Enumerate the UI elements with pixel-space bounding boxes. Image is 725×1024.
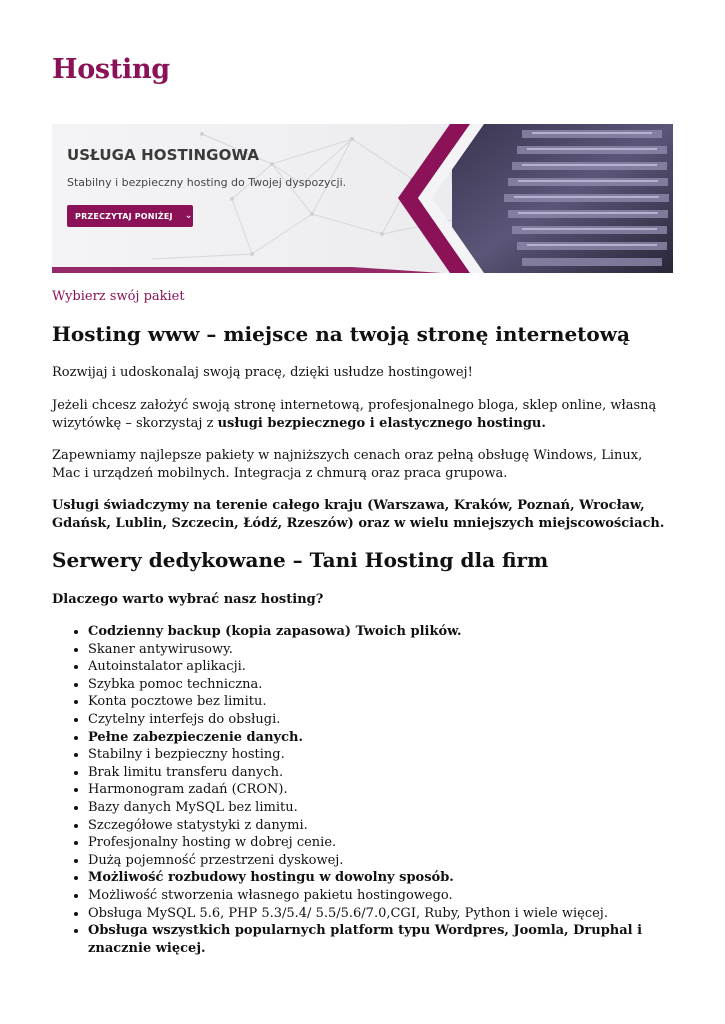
list-item: • Konta pocztowe bez limitu. xyxy=(88,693,672,711)
paragraph-website-bold: usługi bezpiecznego i elastycznego hostingu. xyxy=(217,416,546,431)
list-item: • Obsługa wszystkich popularnych platform typu Wordpres, Joomla, Druphal i znacznie więcej. xyxy=(88,922,672,957)
list-item: • Stabilny i bezpieczny hosting. xyxy=(88,746,672,764)
list-item: • Codzienny backup (kopia zapasowa) Twoich plików. xyxy=(88,623,672,641)
list-item: • Bazy danych MySQL bez limitu. xyxy=(88,799,672,817)
features-list xyxy=(52,623,672,957)
list-item: • Harmonogram zadań (CRON). xyxy=(88,781,672,799)
paragraph-website xyxy=(52,397,672,433)
list-item: • Szybka pomoc techniczna. xyxy=(88,676,672,694)
list-item: • Możliwość stworzenia własnego pakietu hostingowego. xyxy=(88,887,672,905)
list-item: • Autoinstalator aplikacji. xyxy=(88,658,672,676)
hero-banner xyxy=(52,124,673,273)
list-item: • Dużą pojemność przestrzeni dyskowej. xyxy=(88,852,672,870)
list-item: • Skaner antywirusowy. xyxy=(88,641,672,659)
list-item: • Szczegółowe statystyki z danymi. xyxy=(88,817,672,835)
list-item: • Pełne zabezpieczenie danych. xyxy=(88,729,672,747)
paragraph-website-text: Jeżeli chcesz założyć swoją stronę internetową, profesjonalnego bloga, sklep online, własną wizytówkę – skorzystaj z xyxy=(52,398,657,431)
list-item: • Czytelny interfejs do obsługi. xyxy=(88,711,672,729)
banner-subheading: Stabilny i bezpieczny hosting do Twojej dyspozycji. xyxy=(67,176,347,189)
list-item: • Profesjonalny hosting w dobrej cenie. xyxy=(88,834,672,852)
section-heading-dedicated-servers: Serwery dedykowane – Tani Hosting dla firm xyxy=(52,548,549,572)
paragraph-intro: Rozwijaj i udoskonalaj swoją pracę, dzięki usłudze hostingowej! xyxy=(52,365,473,380)
server-rack-image xyxy=(452,124,673,273)
site-title[interactable]: Hosting xyxy=(52,54,170,85)
banner-heading: USŁUGA HOSTINGOWA xyxy=(67,146,260,164)
chevron-down-icon: ⌄ xyxy=(184,211,193,221)
read-below-button[interactable] xyxy=(67,205,193,227)
list-item: • Obsługa MySQL 5.6, PHP 5.3/5.4/ 5.5/5.6/7.0,CGI, Ruby, Python i wiele więcej. xyxy=(88,905,672,923)
choose-package-link[interactable]: Wybierz swój pakiet xyxy=(52,289,185,304)
paragraph-packages: Zapewniamy najlepsze pakiety w najniższych cenach oraz pełną obsługę Windows, Linux, Mac i urządzeń mobilnych. Integracja z chmurą oraz praca grupowa. xyxy=(52,448,643,481)
section-heading-hosting-www: Hosting www – miejsce na twoją stronę internetową xyxy=(52,322,630,346)
read-below-button-label: PRZECZYTAJ PONIŻEJ xyxy=(75,211,173,221)
list-item: • Brak limitu transferu danych. xyxy=(88,764,672,782)
list-item: • Możliwość rozbudowy hostingu w dowolny sposób. xyxy=(88,869,672,887)
paragraph-why-us: Dlaczego warto wybrać nasz hosting? xyxy=(52,592,324,607)
paragraph-coverage: Usługi świadczymy na terenie całego kraju (Warszawa, Kraków, Poznań, Wrocław, Gdańsk, Lublin, Szczecin, Łódź, Rzeszów) oraz w wielu mniejszych miejscowościach. xyxy=(52,498,665,531)
